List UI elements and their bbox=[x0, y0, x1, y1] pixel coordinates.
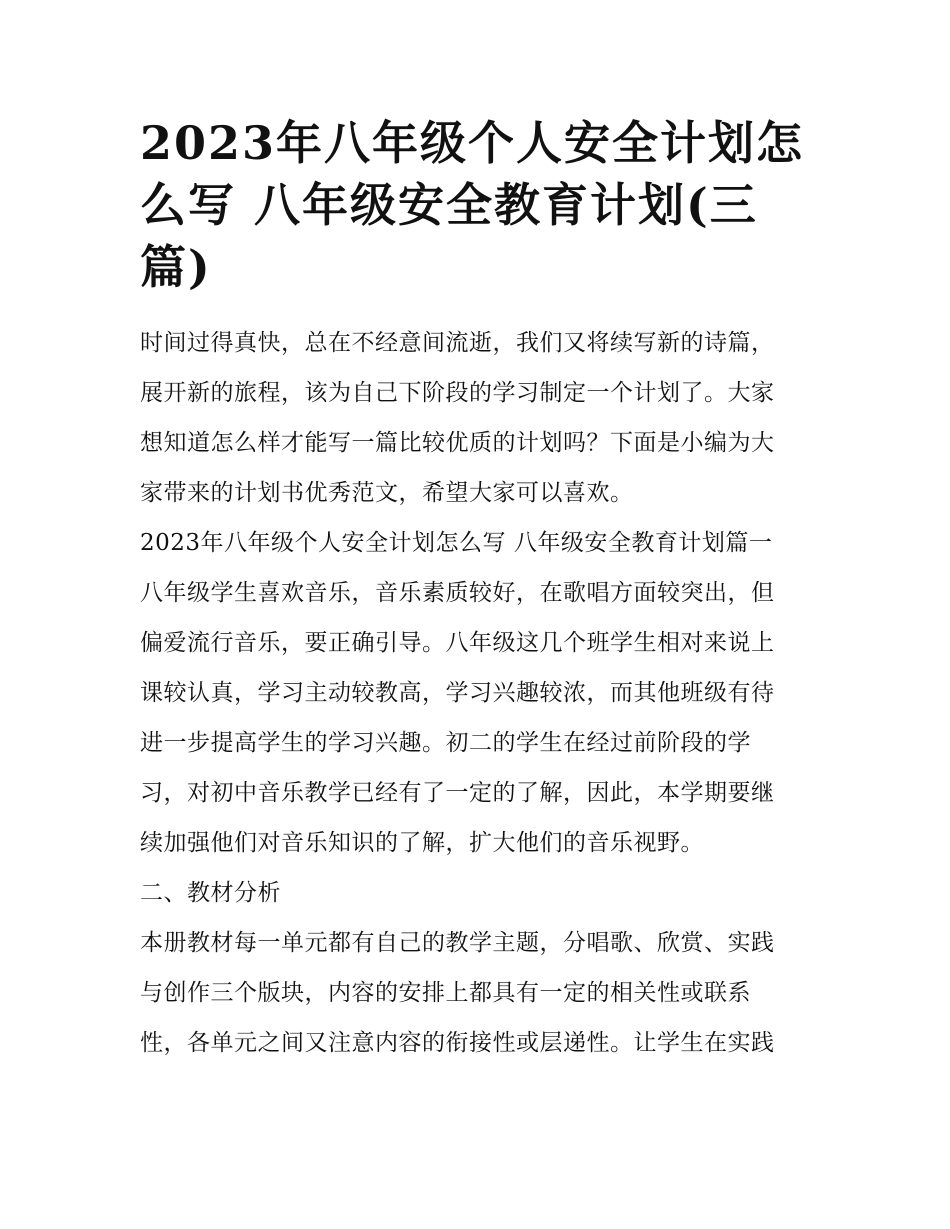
body-line: 时间过得真快，总在不经意间流逝，我们又将续写新的诗篇， bbox=[140, 330, 775, 356]
title-line: 2023年八年级个人安全计划怎 bbox=[140, 116, 805, 170]
section-heading: 2023年八年级个人安全计划怎么写 八年级安全教育计划篇一 bbox=[140, 530, 773, 556]
document-title bbox=[140, 112, 820, 298]
body-line: 习，对初中音乐教学已经有了一定的了解，因此，本学期要继 bbox=[140, 780, 775, 806]
body-line: 偏爱流行音乐，要正确引导。八年级这几个班学生相对来说上 bbox=[140, 630, 775, 656]
body-line: 进一步提高学生的学习兴趣。初二的学生在经过前阶段的学 bbox=[140, 730, 751, 756]
body-line: 续加强他们对音乐知识的了解，扩大他们的音乐视野。 bbox=[140, 830, 704, 856]
body-line: 本册教材每一单元都有自己的教学主题，分唱歌、欣赏、实践 bbox=[140, 930, 775, 956]
body-line: 展开新的旅程，该为自己下阶段的学习制定一个计划了。大家 bbox=[140, 380, 775, 406]
document-body bbox=[140, 318, 820, 1068]
body-line: 课较认真，学习主动较教高，学习兴趣较浓，而其他班级有待 bbox=[140, 680, 775, 706]
section-heading: 二、教材分析 bbox=[140, 880, 281, 906]
title-line: 篇) bbox=[140, 240, 212, 294]
body-line: 性，各单元之间又注意内容的衔接性或层递性。让学生在实践 bbox=[140, 1030, 775, 1056]
body-line: 八年级学生喜欢音乐，音乐素质较好，在歌唱方面较突出，但 bbox=[140, 580, 775, 606]
document-page bbox=[140, 112, 820, 1068]
title-line: 么写 八年级安全教育计划(三 bbox=[140, 178, 758, 232]
body-line: 家带来的计划书优秀范文，希望大家可以喜欢。 bbox=[140, 480, 634, 506]
body-line: 想知道怎么样才能写一篇比较优质的计划吗？下面是小编为大 bbox=[140, 430, 775, 456]
body-line: 与创作三个版块，内容的安排上都具有一定的相关性或联系 bbox=[140, 980, 751, 1006]
